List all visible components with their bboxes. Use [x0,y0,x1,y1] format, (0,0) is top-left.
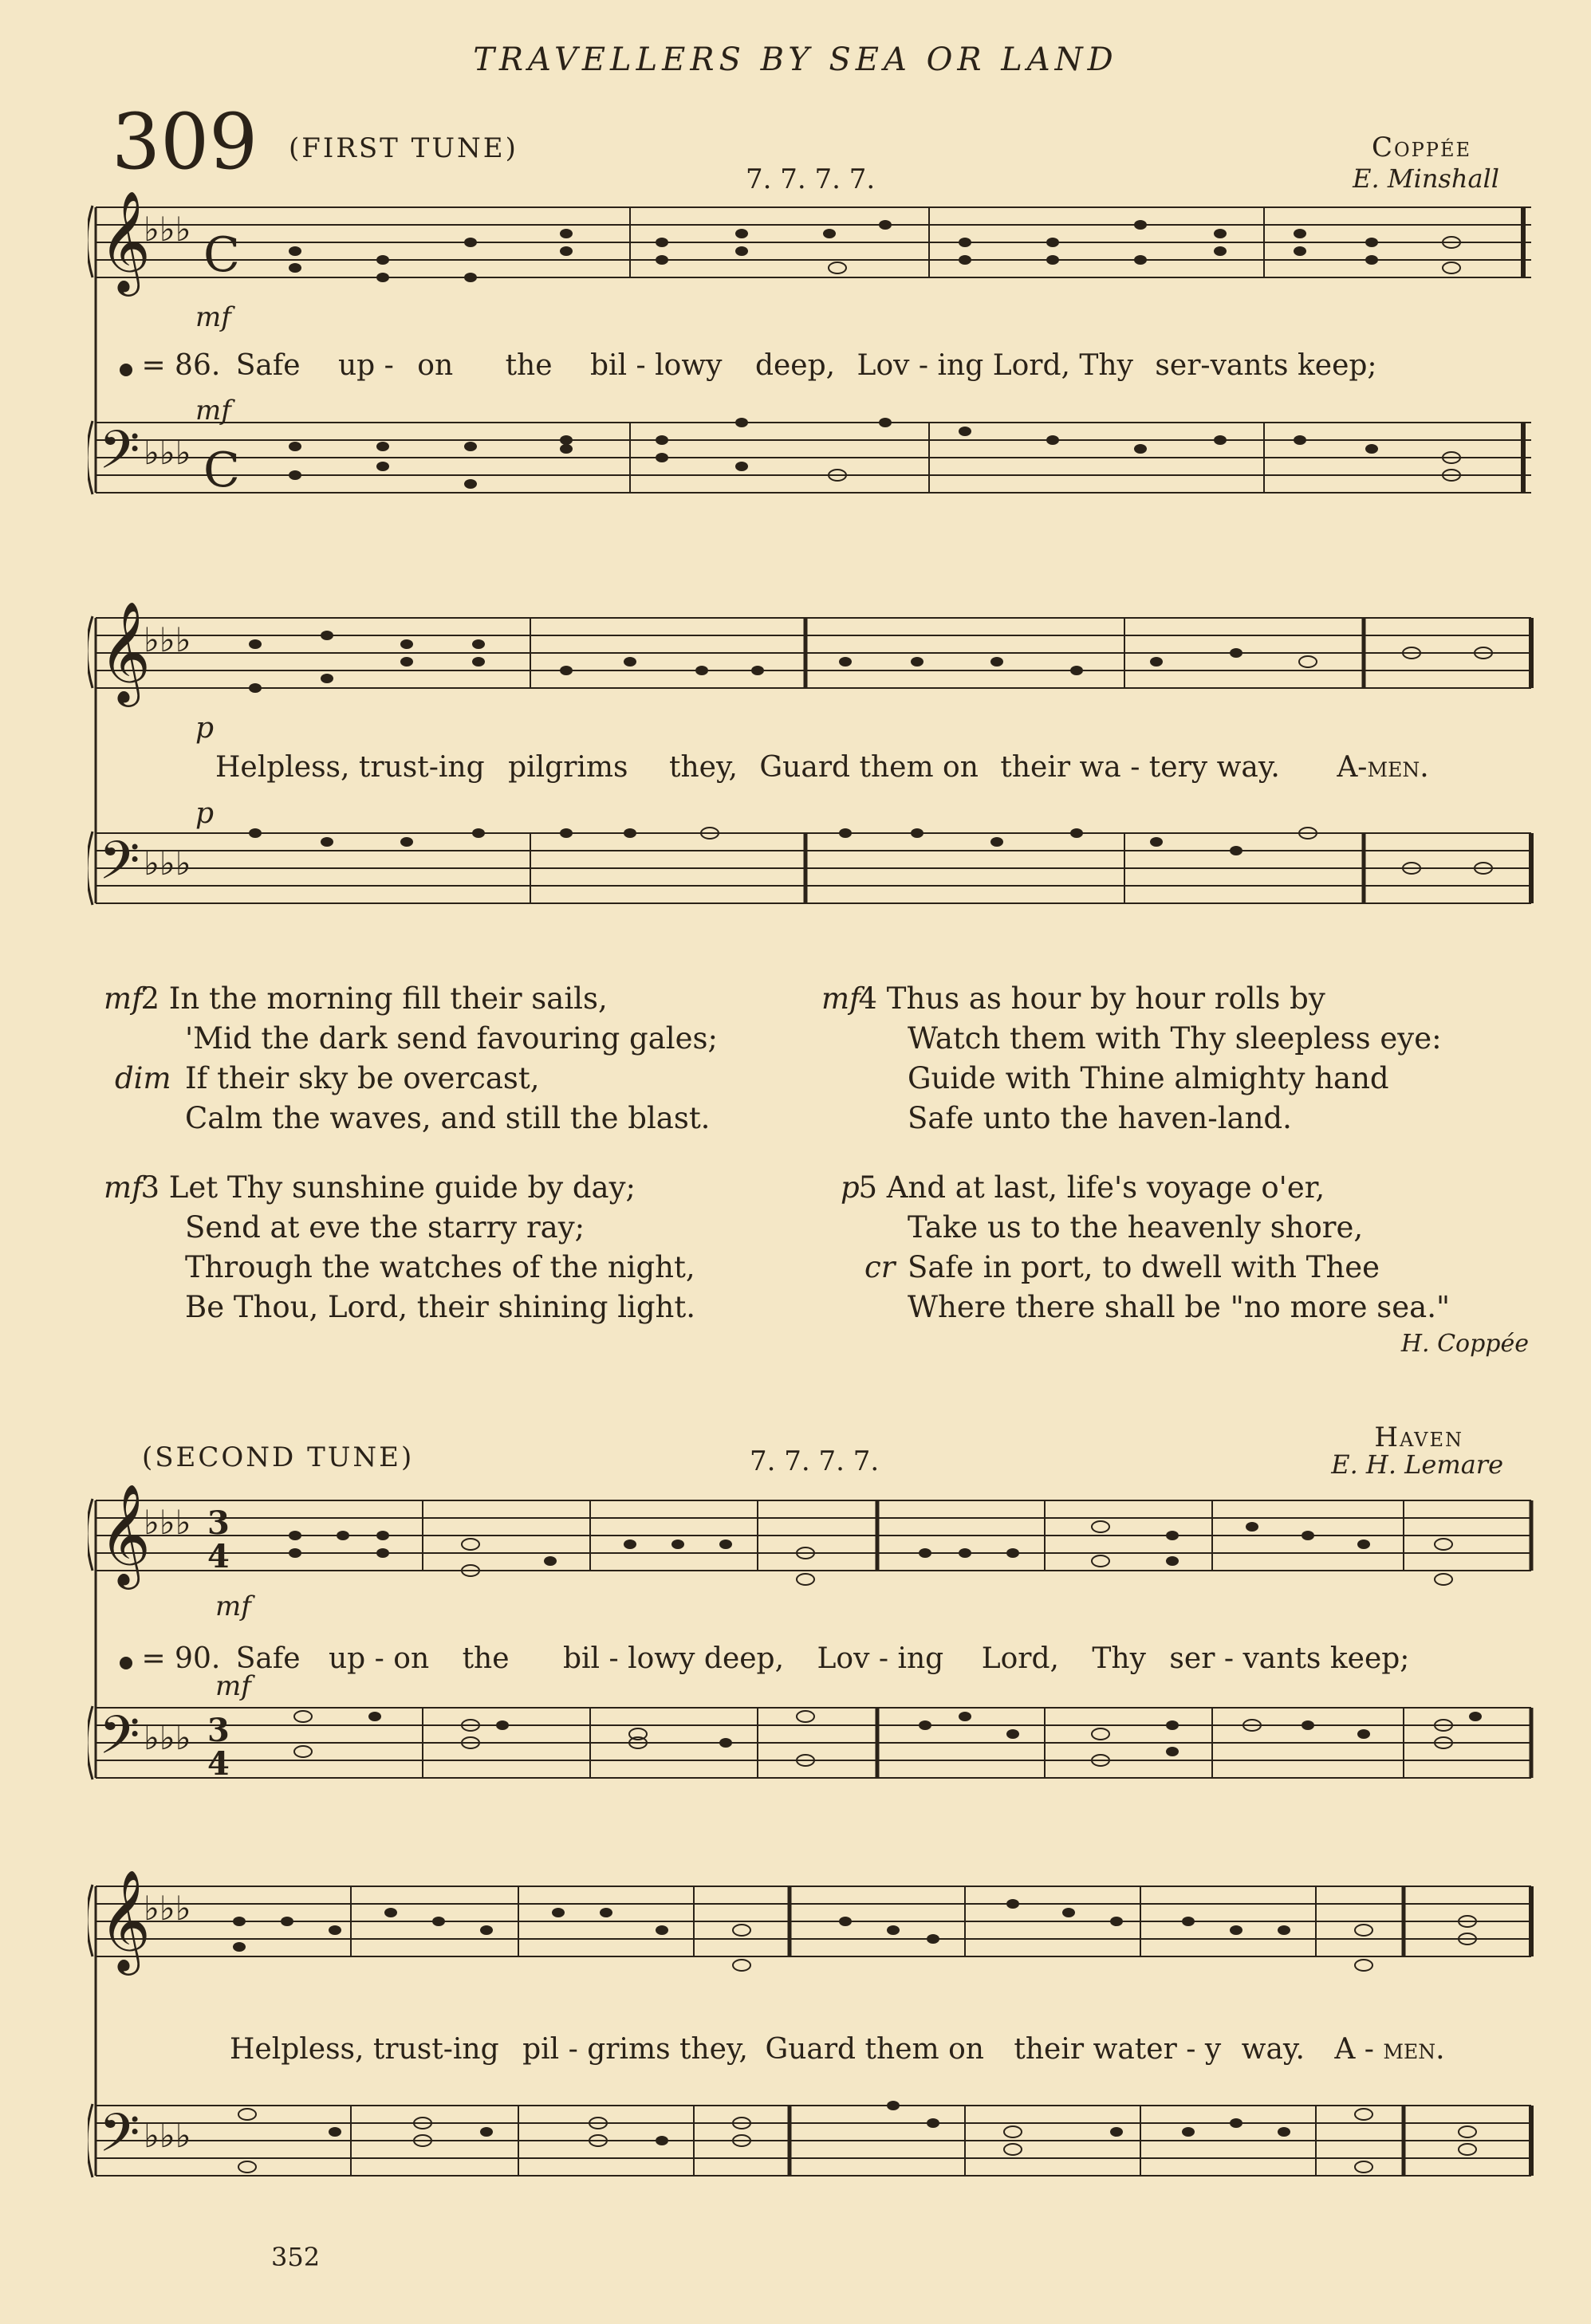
first-tune-name: Coppée [1371,132,1471,163]
svg-text:♭♭♭: ♭♭♭ [144,433,191,472]
hymn-number: 309 [112,97,258,187]
svg-text:𝄢: 𝄢 [99,2102,140,2177]
time-signature-icon: C [203,227,240,283]
stanza-5: p 5 And at last, life's voyage o'er, Take us to the heavenly shore, cr Safe in port, to dwell with Thee Where there shall be "no more sea." [841,1170,1451,1324]
bass-staff [96,423,1531,493]
dynamic-mf-bass: mf [195,395,231,427]
second-tune-label: (SECOND TUNE) [142,1441,415,1473]
dynamic-p-treble: p [195,712,215,745]
page-header: TRAVELLERS BY SEA OR LAND [473,41,1118,78]
first-tune-composer: E. Minshall [1353,163,1499,194]
first-tune-lyrics-1: = 86. Safe up - on the bil - lowy deep, Lov - ing Lord, Thy ser-vants keep; [120,349,1377,382]
first-tune-label: (FIRST TUNE) [289,132,518,164]
second-tune-meter: 7. 7. 7. 7. [750,1445,880,1477]
treble-staff [96,207,1531,277]
svg-text:𝄞: 𝄞 [99,1484,152,1585]
svg-text:𝄞: 𝄞 [99,1870,152,1971]
tempo-marking: = 86. [141,349,221,382]
svg-text:4: 4 [207,1538,230,1575]
bass-clef-icon: 𝄢 [99,419,140,494]
second-tune-name: Haven [1374,1422,1463,1453]
stanza-3: mf 3 Let Thy sunshine guide by day; Send at eve the starry ray; Through the watches of the night, Be Thou, Lord, their shining light. [104,1170,696,1324]
stanza-2: mf 2 In the morning fill their sails, 'Mid the dark send favouring gales; dim If their sky be overcast, Calm the waves, and still the blast. [104,981,718,1135]
svg-text:♭♭♭: ♭♭♭ [144,1718,191,1757]
dynamic-mf-treble-2: mf [215,1591,251,1622]
page-number: 352 [271,2242,321,2272]
quarter-note-icon [120,364,132,376]
svg-text:𝄢: 𝄢 [99,1705,140,1779]
dynamic-mf-bass-2: mf [215,1670,251,1702]
svg-text:𝄞: 𝄞 [99,602,152,702]
key-signature-icon: ♭♭♭ [144,210,191,249]
second-tune-lyrics-2: Helpless, trust-ing pil - grims they, Guard them on their water - y way. A - men. [230,2033,1445,2066]
svg-text:3: 3 [207,1504,230,1542]
svg-text:♭♭♭: ♭♭♭ [144,1889,191,1928]
svg-text:𝄢: 𝄢 [99,830,140,904]
svg-text:♭♭♭: ♭♭♭ [144,843,191,883]
second-tune-composer: E. H. Lemare [1331,1449,1503,1480]
stanza-4: mf 4 Thus as hour by hour rolls by Watch them with Thy sleepless eye: Guide with Thine almighty hand Safe unto the haven-land. [821,981,1442,1135]
dynamic-p-bass: p [195,797,215,830]
second-tune-lyrics-1: = 90. Safe up - on the bil - lowy deep, Lov - ing Lord, Thy ser - vants keep; [120,1642,1409,1675]
treble-clef-icon: 𝄞 [99,191,152,292]
quarter-note-icon-2 [120,1657,132,1669]
svg-text:♭♭♭: ♭♭♭ [144,620,191,659]
first-tune-lyrics-2: Helpless, trust-ing pilgrims they, Guard them on their wa - tery way. A-men. [215,751,1429,784]
svg-text:♭♭♭: ♭♭♭ [144,1503,191,1542]
svg-text:4: 4 [207,1745,230,1783]
svg-text:♭♭♭: ♭♭♭ [144,2116,191,2155]
svg-text:C: C [203,442,240,498]
text-author: H. Coppée [1400,1330,1529,1358]
svg-text:3: 3 [207,1712,230,1749]
first-tune-meter: 7. 7. 7. 7. [746,163,876,195]
dynamic-mf-treble: mf [195,301,231,333]
